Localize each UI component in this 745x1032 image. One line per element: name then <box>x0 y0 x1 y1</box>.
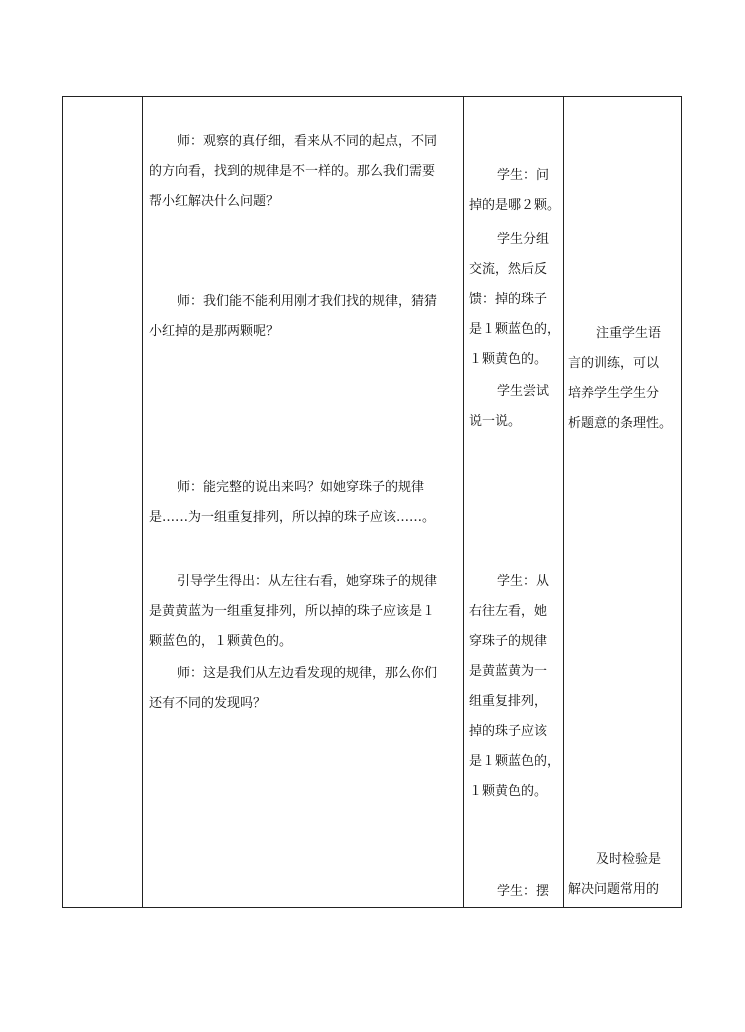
text-line: 引导学生得出：从左往右看，她穿珠子的规律 <box>177 574 438 589</box>
text-line: 是１颗蓝色的， <box>469 754 561 769</box>
teacher-paragraph-5 <box>149 659 459 719</box>
text-line: 穿珠子的规律 <box>469 634 548 649</box>
text-line: 掉的珠子应该 <box>469 724 548 739</box>
text-line: 组重复排列， <box>469 694 548 709</box>
text-line: 注重学生语 <box>596 326 662 341</box>
text-line: 师：能完整的说出来吗？如她穿珠子的规律 <box>177 480 425 495</box>
text-line: 师：观察的真仔细，看来从不同的起点，不同 <box>177 134 438 149</box>
student-paragraph-2 <box>469 225 561 375</box>
text-line: 是１颗蓝色的， <box>469 322 561 337</box>
text-line: 培养学生学生分 <box>568 386 660 401</box>
blank-column <box>63 97 143 907</box>
text-line: 颗蓝色的，１颗黄色的。 <box>149 634 293 649</box>
intent-paragraph-2 <box>568 845 680 905</box>
design-intent-column <box>564 97 681 907</box>
text-line: １颗黄色的。 <box>469 352 548 367</box>
text-line: 是黄蓝黄为一 <box>469 664 548 679</box>
text-line: 学生：从 <box>497 574 550 589</box>
text-line: 还有不同的发现吗？ <box>149 696 267 711</box>
student-paragraph-1 <box>469 161 561 221</box>
intent-paragraph-1 <box>568 319 680 439</box>
text-line: 掉的是哪２颗。 <box>469 198 561 213</box>
student-paragraph-3 <box>469 377 561 437</box>
student-activity-column <box>464 97 564 907</box>
text-line: 说一说。 <box>469 414 522 429</box>
text-line: 右往左看，她 <box>469 604 548 619</box>
text-line: 及时检验是 <box>596 852 662 867</box>
teacher-paragraph-2 <box>149 287 459 347</box>
lesson-table <box>62 96 682 908</box>
text-line: 小红掉的是那两颗呢？ <box>149 324 280 339</box>
text-line: 析题意的条理性。 <box>568 416 673 431</box>
text-line: 学生尝试 <box>497 384 550 399</box>
text-line: １颗黄色的。 <box>469 784 548 799</box>
text-line: 馈：掉的珠子 <box>469 292 548 307</box>
text-line: 的方向看，找到的规律是不一样的。那么我们需要 <box>149 164 436 179</box>
text-line: 学生：摆 <box>497 884 550 899</box>
teacher-paragraph-1 <box>149 127 459 217</box>
teacher-activity-column <box>143 97 464 907</box>
text-line: 交流，然后反 <box>469 262 548 277</box>
student-paragraph-5 <box>469 877 561 907</box>
text-line: 是黄黄蓝为一组重复排列，所以掉的珠子应该是１ <box>149 604 436 619</box>
text-line: 帮小红解决什么问题？ <box>149 194 280 209</box>
text-line: 解决问题常用的 <box>568 882 660 897</box>
text-line: 是……为一组重复排列，所以掉的珠子应该……。 <box>149 510 436 525</box>
text-line: 言的训练，可以 <box>568 356 660 371</box>
text-line: 师：我们能不能利用刚才我们找的规律，猜猜 <box>177 294 438 309</box>
text-line: 师：这是我们从左边看发现的规律，那么你们 <box>177 666 438 681</box>
teacher-paragraph-4 <box>149 567 459 657</box>
text-line: 学生分组 <box>497 232 550 247</box>
text-line: 学生：问 <box>497 168 550 183</box>
student-paragraph-4 <box>469 567 561 807</box>
teacher-paragraph-3 <box>149 473 459 533</box>
